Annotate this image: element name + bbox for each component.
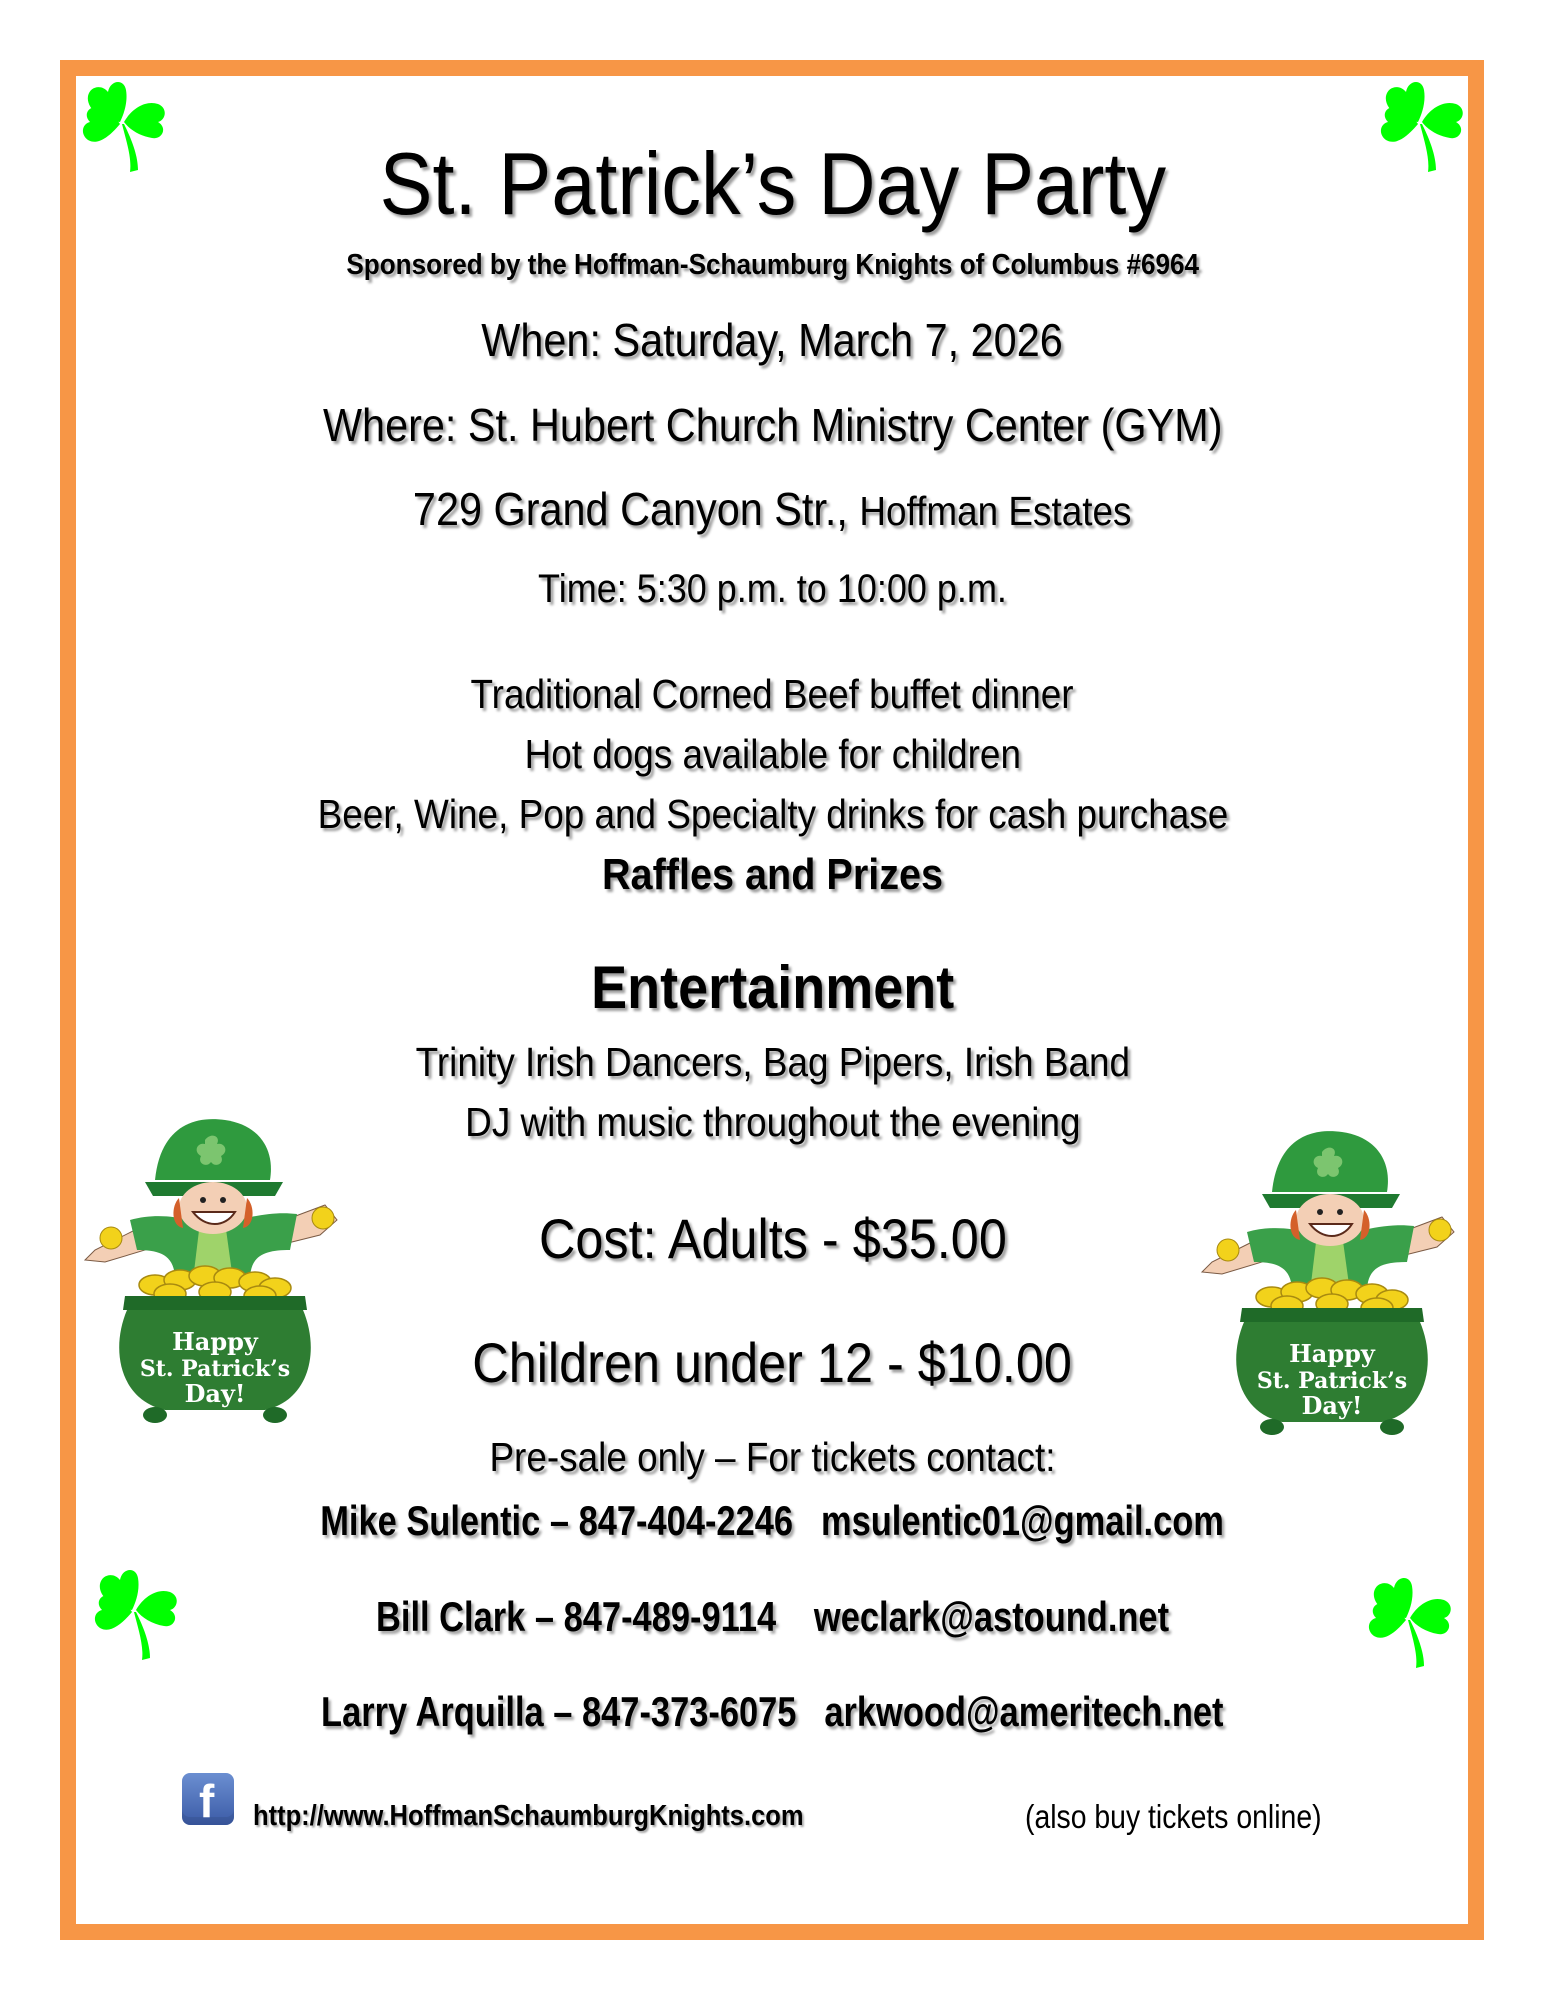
svg-text:St. Patrick’s: St. Patrick’s — [1256, 1368, 1408, 1394]
address-city: Hoffman Estates — [859, 488, 1132, 534]
date-text: When: Saturday, March 7, 2026 — [481, 314, 1064, 366]
svg-text:Day!: Day! — [1301, 1391, 1363, 1420]
contact-email[interactable]: arkwood@ameritech.net — [824, 1688, 1224, 1735]
online-note — [1025, 1798, 1370, 1836]
event-date — [0, 314, 1545, 366]
website-link[interactable] — [253, 1800, 879, 1833]
menu-item — [0, 731, 1545, 777]
cost-adults-text: Cost: Adults - $35.00 — [538, 1207, 1007, 1270]
menu-item-text: Beer, Wine, Pop and Specialty drinks for cash purchase — [317, 791, 1228, 837]
online-note-text: (also buy tickets online) — [1025, 1798, 1322, 1835]
flyer-title — [0, 134, 1545, 233]
event-address — [0, 483, 1545, 535]
svg-text:St. Patrick’s: St. Patrick’s — [139, 1356, 291, 1382]
entertainment-heading-text: Entertainment — [590, 954, 955, 1021]
contact-row — [0, 1497, 1545, 1544]
contact-row — [0, 1593, 1545, 1640]
entertainment-item — [0, 1039, 1545, 1085]
svg-text:Day!: Day! — [184, 1379, 246, 1408]
sponsor-text: Sponsored by the Hoffman-Schaumburg Knights of Columbus #6964 — [346, 249, 1199, 281]
title-text: St. Patrick’s Day Party — [379, 134, 1166, 233]
contact-row — [0, 1688, 1545, 1735]
entertainment-item-text: DJ with music throughout the evening — [464, 1099, 1081, 1145]
menu-item — [0, 791, 1545, 837]
facebook-glyph: f — [199, 1775, 215, 1827]
menu-item-text: Traditional Corned Beef buffet dinner — [470, 671, 1075, 717]
contact-email[interactable]: msulentic01@gmail.com — [821, 1497, 1225, 1544]
svg-text:Happy: Happy — [1289, 1339, 1375, 1368]
cost-adults — [0, 1207, 1545, 1270]
contact-name-phone: Mike Sulentic – 847-404-2246 — [320, 1497, 794, 1544]
contact-name-phone: Bill Clark – 847-489-9114 — [375, 1593, 777, 1640]
sponsor-line — [0, 251, 1545, 280]
cost-children-text: Children under 12 - $10.00 — [472, 1331, 1073, 1394]
presale-text: Pre-sale only – For tickets contact: — [489, 1434, 1056, 1480]
raffles-text: Raffles and Prizes — [601, 850, 944, 899]
menu-item — [0, 671, 1545, 717]
event-location — [0, 399, 1545, 451]
address-street: 729 Grand Canyon Str., — [413, 483, 849, 535]
contact-name-phone: Larry Arquilla – 847-373-6075 — [321, 1688, 797, 1735]
presale-line — [0, 1434, 1545, 1480]
entertainment-item-text: Trinity Irish Dancers, Bag Pipers, Irish Band — [415, 1039, 1130, 1085]
facebook-icon[interactable] — [182, 1773, 234, 1825]
location-text: Where: St. Hubert Church Ministry Center (GYM) — [322, 399, 1223, 451]
event-time — [0, 569, 1545, 609]
menu-item-text: Hot dogs available for children — [524, 731, 1021, 777]
entertainment-heading — [0, 954, 1545, 1021]
svg-text:Happy: Happy — [172, 1327, 258, 1356]
time-text: Time: 5:30 p.m. to 10:00 p.m. — [538, 567, 1007, 611]
entertainment-item — [0, 1099, 1545, 1145]
raffles-line — [0, 850, 1545, 899]
leprechaun-icon — [1192, 1122, 1467, 1442]
contact-email[interactable]: weclark@astound.net — [813, 1593, 1170, 1640]
website-link-text[interactable]: http://www.HoffmanSchaumburgKnights.com — [253, 1800, 804, 1832]
